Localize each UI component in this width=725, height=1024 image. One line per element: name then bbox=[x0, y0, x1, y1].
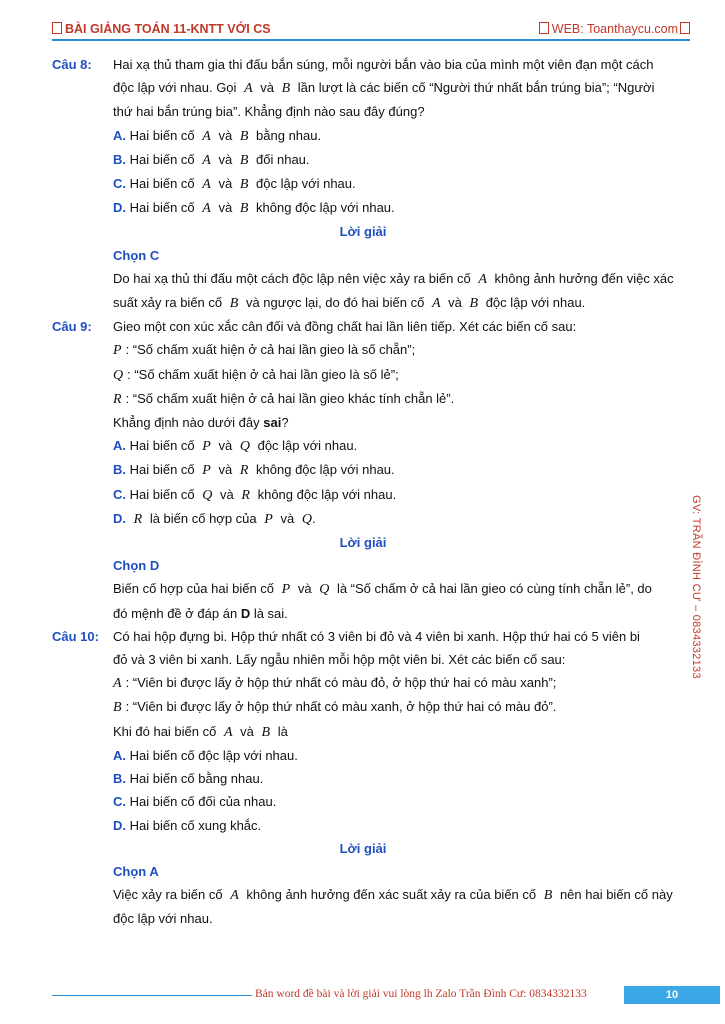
author-side-label: GV: TRẦN ĐÌNH CƯ – 0834332133 bbox=[690, 495, 702, 679]
option-b[interactable]: B. Hai biến cố A và B đối nhau. bbox=[113, 151, 310, 168]
page-number: 10 bbox=[624, 986, 720, 1004]
option-d[interactable]: D. Hai biến cố xung khắc. bbox=[113, 817, 262, 833]
solution-text: Việc xảy ra biến cố A không ảnh hưởng đến xác suất xảy ra của biến cố B nên hai biến cố này bbox=[113, 887, 673, 904]
solution-heading: Lời giải bbox=[339, 840, 387, 856]
chosen-answer: Chọn A bbox=[113, 863, 159, 879]
footer-divider bbox=[52, 995, 252, 996]
event-p: P : “Số chấm xuất hiện ở cả hai lần gieo là số chẵn”; bbox=[113, 342, 416, 359]
footer-contact: Bản word đề bài và lời giải vui lòng lh Zalo Trần Đình Cư: 0834332133 bbox=[255, 988, 587, 1000]
question-text: Gieo một con xúc xắc cân đối và đồng chất hai lần liên tiếp. Xét các biến cố sau: bbox=[113, 319, 577, 335]
header-title: BÀI GIẢNG TOÁN 11-KNTT VỚI CS bbox=[52, 22, 271, 36]
option-c[interactable]: C. Hai biến cố Q và R không độc lập với nhau. bbox=[113, 486, 397, 503]
header-divider bbox=[52, 39, 690, 41]
option-d[interactable]: D. Hai biến cố A và B không độc lập với nhau. bbox=[113, 200, 395, 217]
solution-text: đó mệnh đề ở đáp án D là sai. bbox=[113, 605, 288, 621]
page-footer bbox=[52, 984, 720, 1006]
question-text: Hai xạ thủ tham gia thi đấu bắn súng, mỗi người bắn vào bia của mình một viên đạn một cách bbox=[113, 57, 654, 72]
page-content bbox=[52, 53, 674, 931]
solution-heading: Lời giải bbox=[339, 224, 387, 240]
question-label: Câu 9: bbox=[52, 319, 92, 335]
question-9 bbox=[52, 315, 674, 625]
question-prompt: Khi đó hai biến cố A và B là bbox=[113, 723, 288, 740]
option-a[interactable]: A. Hai biến cố P và Q độc lập với nhau. bbox=[113, 438, 358, 455]
event-b: B : “Viên bi được lấy ở hộp thứ nhất có màu xanh, ở hộp thứ hai có màu đỏ”. bbox=[113, 699, 557, 716]
question-label: Câu 8: bbox=[52, 57, 92, 72]
question-text: đỏ và 3 viên bi xanh. Lấy ngẫu nhiên mỗi hộp một viên bi. Xét các biến cố sau: bbox=[113, 652, 566, 668]
solution-text: Biến cố hợp của hai biến cố P và Q là “Số chấm ở cả hai lần gieo có cùng tính chẵn lẻ”, do bbox=[113, 581, 652, 598]
question-text: Có hai hộp đựng bi. Hộp thứ nhất có 3 viên bi đỏ và 4 viên bi xanh. Hộp thứ hai có 5 viên bi bbox=[113, 628, 640, 644]
event-r: R : “Số chấm xuất hiện ở cả hai lần gieo khác tính chẵn lẻ”. bbox=[113, 390, 455, 407]
option-b[interactable]: B. Hai biến cố P và R không độc lập với nhau. bbox=[113, 462, 395, 479]
event-a: A : “Viên bi được lấy ở hộp thứ nhất có màu đỏ, ở hộp thứ hai có màu xanh”; bbox=[113, 675, 557, 692]
link-icon bbox=[680, 22, 690, 34]
option-a[interactable]: A. Hai biến cố độc lập với nhau. bbox=[113, 747, 298, 763]
chosen-answer: Chọn C bbox=[113, 247, 160, 263]
option-c[interactable]: C. Hai biến cố A và B độc lập với nhau. bbox=[113, 176, 356, 193]
chosen-answer: Chọn D bbox=[113, 558, 160, 574]
book-icon bbox=[52, 22, 62, 34]
page-header bbox=[52, 20, 690, 42]
option-a[interactable]: A. Hai biến cố A và B bằng nhau. bbox=[113, 127, 322, 144]
solution-text: Do hai xạ thủ thi đấu một cách độc lập nên việc xảy ra biến cố A không ảnh hưởng đến việc xác bbox=[113, 270, 674, 287]
event-q: Q : “Số chấm xuất hiện ở cả hai lần gieo là số lẻ”; bbox=[113, 366, 399, 383]
option-c[interactable]: C. Hai biến cố đối của nhau. bbox=[113, 794, 277, 810]
question-prompt: Khẳng định nào dưới đây sai? bbox=[113, 415, 289, 431]
solution-text: độc lập với nhau. bbox=[113, 911, 213, 927]
question-8 bbox=[52, 53, 674, 315]
option-d[interactable]: D. R là biến cố hợp của P và Q. bbox=[113, 510, 316, 527]
header-website: WEB: Toanthaycu.com bbox=[539, 22, 690, 36]
question-text: thứ hai bắn trúng bia”. Khẳng định nào sau đây đúng? bbox=[113, 104, 425, 120]
option-b[interactable]: B. Hai biến cố bằng nhau. bbox=[113, 771, 264, 787]
solution-heading: Lời giải bbox=[339, 535, 387, 551]
question-10 bbox=[52, 625, 674, 931]
solution-text: suất xảy ra biến cố B và ngược lại, do đó hai biến cố A và B độc lập với nhau. bbox=[113, 295, 586, 312]
globe-icon bbox=[539, 22, 549, 34]
question-text: độc lập với nhau. Gọi A và B lần lượt là các biến cố “Người thứ nhất bắn trúng bia”; “Người bbox=[113, 80, 655, 97]
question-label: Câu 10: bbox=[52, 628, 99, 644]
